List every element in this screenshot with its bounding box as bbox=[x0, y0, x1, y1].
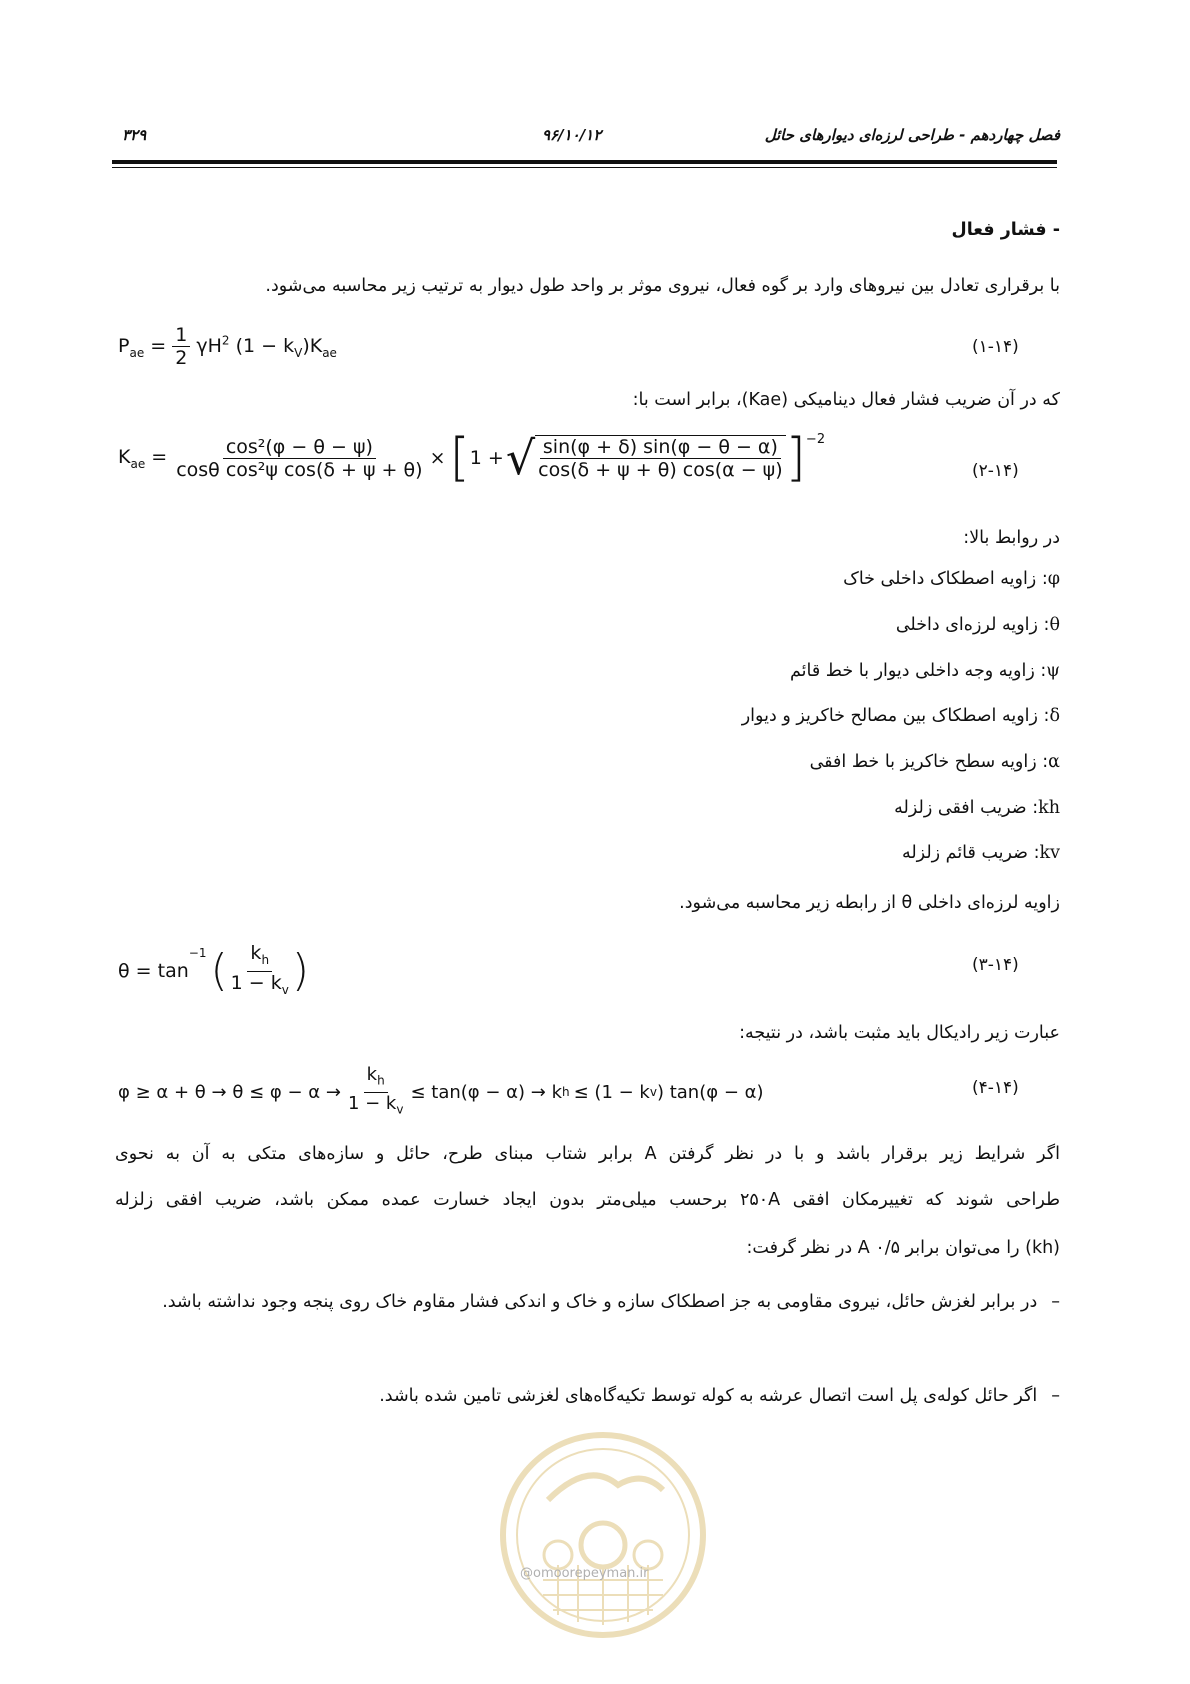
equation-1: $P_{ae}$ = $\frac{1}{2}$ $\gamma H^2$ $(1 - k_V)K_{ae}$ bbox=[118, 324, 337, 369]
section-title: - فشار فعال bbox=[951, 220, 1060, 240]
conditions-line-1: اگر شرایط زیر برقرار باشد و با در نظر گرفتن A برابر شتاب مبنای طرح، حائل و سازه‌های متکی به آن به نحوی bbox=[115, 1144, 1060, 1164]
intro-paragraph: با برقراری تعادل بین نیروهای وارد بر گوه فعال، نیروی موثر بر واحد طول دیوار به ترتیب زیر محاسبه می‌شود. bbox=[265, 276, 1060, 296]
header-rule-thin bbox=[112, 167, 1057, 168]
equation-2-number: (۲-۱۴) bbox=[972, 461, 1019, 481]
equation-3-number: (۳-۱۴) bbox=[972, 955, 1019, 975]
equation-1-number: (۱-۱۴) bbox=[972, 337, 1019, 357]
theta-intro: زاویه لرزه‌ای داخلی θ از رابطه زیر محاسبه می‌شود. bbox=[679, 893, 1060, 913]
relations-label: در روابط بالا: bbox=[963, 528, 1060, 548]
equation-2: $K_{ae}$ = $\frac{\text{cos²(φ − θ − ψ)}}{\text{cosθ cos²ψ cos(δ + ψ + θ)}}$ × [ 1 + √ $\frac{\sin(\varphi + \delta) \sin(\varphi - \theta - \alpha)}{\cos(\delta + \psi + \theta) \cos(\alpha - \psi)}$ ] $^{-2}$ bbox=[118, 428, 826, 488]
definition-alpha: α: زاویه سطح خاکریز با خط افقی bbox=[809, 752, 1060, 772]
conditions-line-3: (kh) را می‌توان برابر ۰/۵ A در نظر گرفت: bbox=[746, 1238, 1060, 1258]
bullet-item: – اگر حائل کوله‌ی پل است اتصال عرشه به کوله توسط تکیه‌گاه‌های لغزشی تامین شده باشد. bbox=[379, 1386, 1060, 1406]
equation-4-number: (۴-۱۴) bbox=[972, 1078, 1019, 1098]
page-number: ۳۲۹ bbox=[122, 126, 147, 144]
chapter-title: فصل چهاردهم - طراحی لرزه‌ای دیوارهای حائل bbox=[764, 126, 1060, 144]
definition-kv: kv: ضریب قائم زلزله bbox=[901, 843, 1060, 863]
definition-phi: φ: زاویه اصطکاک داخلی خاک bbox=[843, 569, 1060, 589]
definition-psi: ψ: زاویه وجه داخلی دیوار با خط قائم bbox=[790, 661, 1060, 681]
watermark-seal-icon bbox=[498, 1430, 708, 1640]
definition-theta: θ: زاویه لرزه‌ای داخلی bbox=[895, 615, 1060, 635]
kae-intro: که در آن ضریب فشار فعال دینامیکی (Kae)، برابر است با: bbox=[632, 390, 1060, 410]
watermark-site: @omoorepeyman.ir bbox=[520, 1566, 649, 1581]
definition-kh: kh: ضریب افقی زلزله bbox=[894, 798, 1060, 818]
equation-4: φ ≥ α + θ → θ ≤ φ − α → $\frac{k_h}{1 - k_v}$ ≤ tan(φ − α) → k h ≤ (1 − k v ) tan(φ − α) bbox=[118, 1064, 764, 1117]
conditions-line-2: طراحی شوند که تغییرمکان افقی ۲۵۰A برحسب میلی‌متر بدون ایجاد خسارت عمده ممکن باشد، ضریب افقی زلزله bbox=[115, 1190, 1060, 1210]
header-rule-thick bbox=[112, 160, 1057, 164]
equation-3: θ = tan −1 ( $\frac{k_h}{1 - k_v}$ ) bbox=[118, 942, 310, 997]
header-date: ۹۶/۱۰/۱۲ bbox=[542, 126, 602, 144]
radical-intro: عبارت زیر رادیکال باید مثبت باشد، در نتیجه: bbox=[739, 1023, 1060, 1043]
watermark-logo bbox=[498, 1430, 708, 1640]
definition-delta: δ: زاویه اصطکاک بین مصالح خاکریز و دیوار bbox=[741, 706, 1060, 726]
bullet-item: – در برابر لغزش حائل، نیروی مقاومی به جز اصطکاک سازه و خاک و اندکی فشار مقاوم خاک روی پنجه وجود نداشته باشد. bbox=[162, 1292, 1060, 1312]
